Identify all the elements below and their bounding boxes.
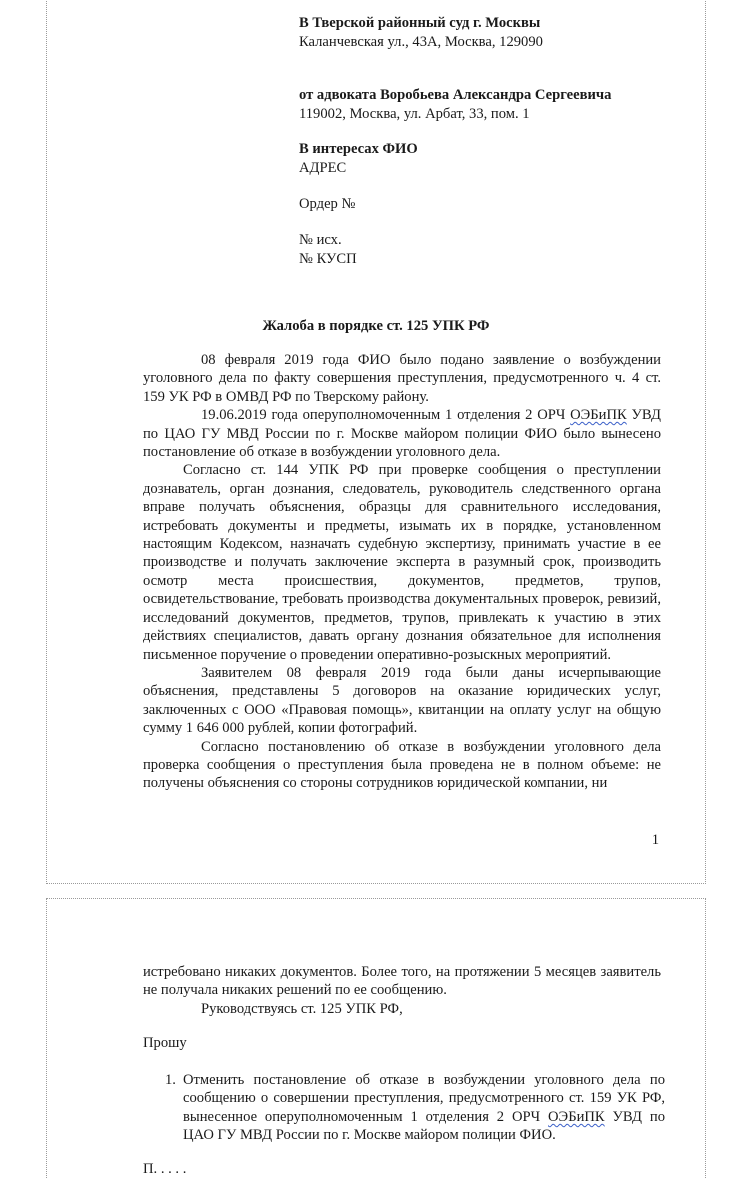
interest-block [299, 140, 699, 178]
interest-address: АДРЕС [299, 160, 347, 176]
list-item-number: 1. [165, 1072, 176, 1088]
paragraph-3: Согласно ст. 144 УПК РФ при проверке сообщения о преступлении дознаватель, орган дознания, следователь, руководитель следственного органа вправе получать объяснения, образцы для сравнительного исследования, истребовать документы и предметы, изымать их в порядке, установленном настоящим Кодексом, назначать судебную экспертизу, принимать участие в ее производстве и получать заключение эксперта в разумный срок, производить осмотр места происшествия, документов, предметов, трупов, освидетельствование, требовать производства документальных проверок, ревизий, исследований документов, предметов, трупов, привлекать к участию в этих действиях специалистов, давать органу дознания обязательное для исполнения письменное поручение о проведении оперативно-розыскных мероприятий. [143, 462, 661, 663]
spellcheck-word: ОЭБиПК [548, 1108, 605, 1125]
order-line: Ордер № [299, 196, 356, 212]
cutoff-line: П. . . . . [143, 1161, 187, 1177]
request-list [165, 1071, 665, 1145]
reference-block [299, 231, 699, 269]
complaint-body [143, 351, 661, 793]
spellcheck-word: ОЭБиПК [570, 407, 627, 424]
court-name: В Тверской районный суд г. Москвы [299, 15, 541, 31]
continuation-paragraph: истребовано никаких документов. Более того, на протяжении 5 месяцев заявитель не получала никаких решений по ее сообщению. [143, 964, 661, 999]
document-title: Жалоба в порядке ст. 125 УПК РФ [262, 318, 490, 334]
paragraph-1: 08 февраля 2019 года ФИО было подано заявление о возбуждении уголовного дела по факту совершения преступления, предусмотренного ч. 4 ст. 159 УК РФ в ОМВД РФ по Тверскому району. [143, 352, 661, 405]
paragraph-5: Согласно постановлению об отказе в возбуждении уголовного дела проверка сообщения о преступления была проведена не в полном объеме: не получены объяснения со стороны сотрудников юридической компании, ни [143, 738, 661, 792]
list-item-end: УВД по ЦАО ГУ МВД России по г. Москве майором полиции ФИО. [183, 1108, 665, 1144]
document-page-1 [46, 0, 706, 884]
request-label: Прошу [143, 1035, 187, 1051]
paragraph-2-end: УВД по ЦАО ГУ МВД России по г. Москве майором полиции ФИО было вынесено постановление об отказе в возбуждении уголовного дела. [143, 407, 661, 461]
sender-block [299, 86, 699, 124]
court-address: Каланчевская ул., 43А, Москва, 129090 [299, 34, 543, 50]
sender-address: 119002, Москва, ул. Арбат, 33, пом. 1 [299, 106, 530, 122]
paragraph-2 [143, 406, 661, 461]
outgoing-number: № исх. [299, 232, 342, 248]
list-item-text [183, 1071, 665, 1145]
addressee-block [299, 14, 699, 52]
document-page-2 [46, 898, 706, 1178]
kusp-number: № КУСП [299, 251, 357, 267]
page-2-continuation [143, 963, 661, 1018]
paragraph-4: Заявителем 08 февраля 2019 года были даны исчерпывающие объяснения, представлены 5 договоров на оказание юридических услуг, заключенных с ООО «Правовая помощь», квитанции на оплату услуг на общую сумму 1 646 000 рублей, копии фотографий. [143, 664, 661, 737]
interest-line: В интересах ФИО [299, 141, 418, 157]
list-item-start: Отменить постановление об отказе в возбуждении уголовного дела по сообщению о совершении преступления, предусмотренного ст. 159 УК РФ, вынесенное оперуполномоченным 1 отделения 2 ОРЧ [183, 1072, 665, 1125]
sender-name: от адвоката Воробьева Александра Сергеевича [299, 87, 612, 103]
guided-by-line: Руководствуясь ст. 125 УПК РФ, [201, 1000, 403, 1017]
paragraph-2-start: 19.06.2019 года оперуполномоченным 1 отделения 2 ОРЧ [201, 407, 571, 424]
page-number: 1 [651, 832, 659, 848]
